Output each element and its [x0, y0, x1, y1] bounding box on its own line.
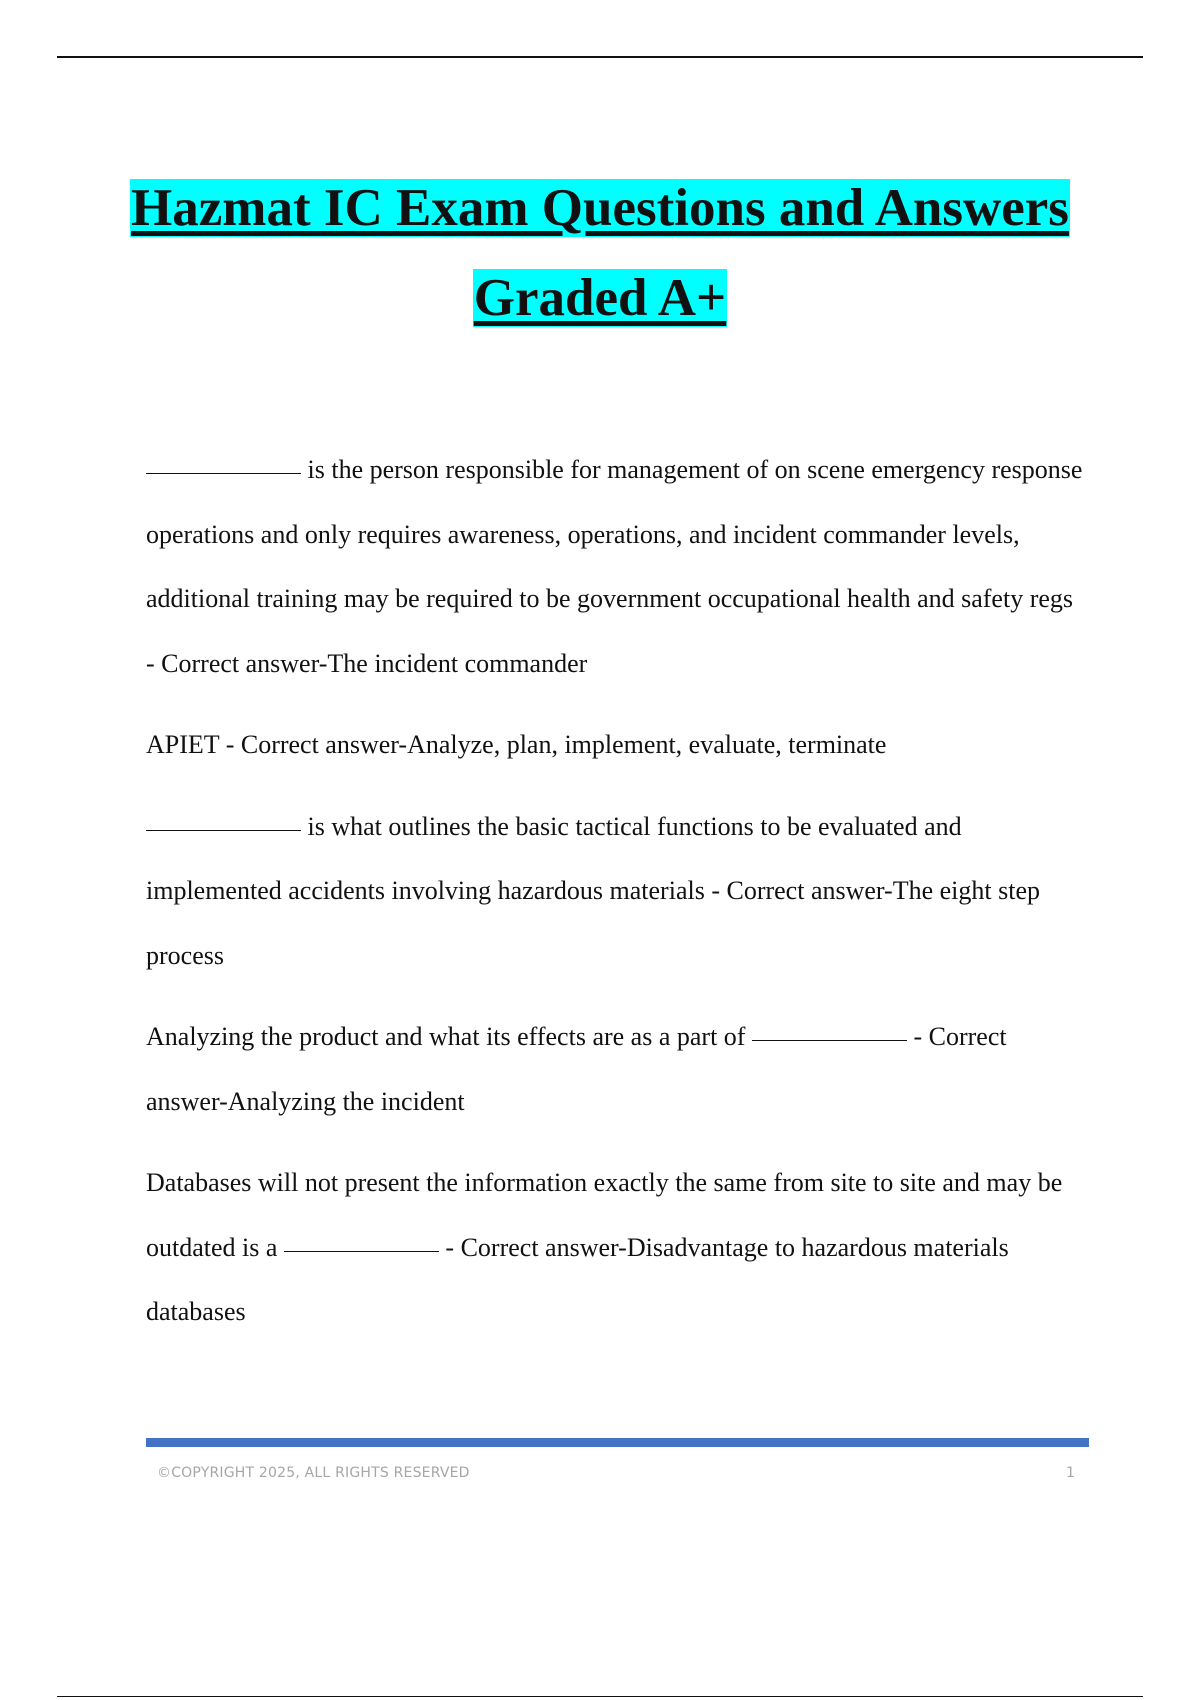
title-text-2: Graded A+: [473, 269, 727, 327]
fill-in-blank: [284, 1250, 439, 1252]
qa-item-3: [146, 795, 1086, 989]
document-title: [0, 178, 1200, 328]
bottom-rule: [57, 1696, 1143, 1697]
fill-in-blank: [146, 829, 301, 831]
qa-item-2: [146, 713, 1086, 778]
footer-bar: [146, 1438, 1089, 1447]
qa-text-after: is what outlines the basic tactical functions to be evaluated and implemented accidents involving hazardous materials - Correct answer-The eight step process: [146, 811, 1041, 970]
qa-text-before: Databases will not present the information exactly the same from site to site and may be outdated is a: [146, 1168, 1063, 1262]
title-text-1: Hazmat IC Exam Questions and Answers: [131, 179, 1069, 237]
title-line-1: [0, 178, 1200, 238]
qa-item-5: [146, 1151, 1086, 1345]
title-line-2: [0, 268, 1200, 328]
qa-text-after: - Correct answer-Analyzing the incident: [146, 1022, 1007, 1116]
footer-copyright: ©COPYRIGHT 2025, ALL RIGHTS RESERVED: [157, 1465, 470, 1481]
qa-text-after: is the person responsible for management of on scene emergency response operations and only requires awareness, operations, and incident commander levels, additional training may be required to be government occupational health and safety regs - Correct answer-The incident commander: [146, 455, 1083, 678]
fill-in-blank: [146, 472, 301, 474]
page-number: 1: [1066, 1465, 1075, 1481]
qa-text-before: Analyzing the product and what its effects are as a part of: [146, 1022, 752, 1051]
qa-item-1: [146, 438, 1086, 696]
qa-text-before: APIET - Correct answer-Analyze, plan, implement, evaluate, terminate: [146, 730, 887, 759]
qa-text-after: - Correct answer-Disadvantage to hazardous materials databases: [146, 1232, 1009, 1326]
qa-item-4: [146, 1005, 1086, 1134]
qa-list: [146, 438, 1086, 1362]
fill-in-blank: [752, 1039, 907, 1041]
top-rule: [57, 56, 1143, 58]
